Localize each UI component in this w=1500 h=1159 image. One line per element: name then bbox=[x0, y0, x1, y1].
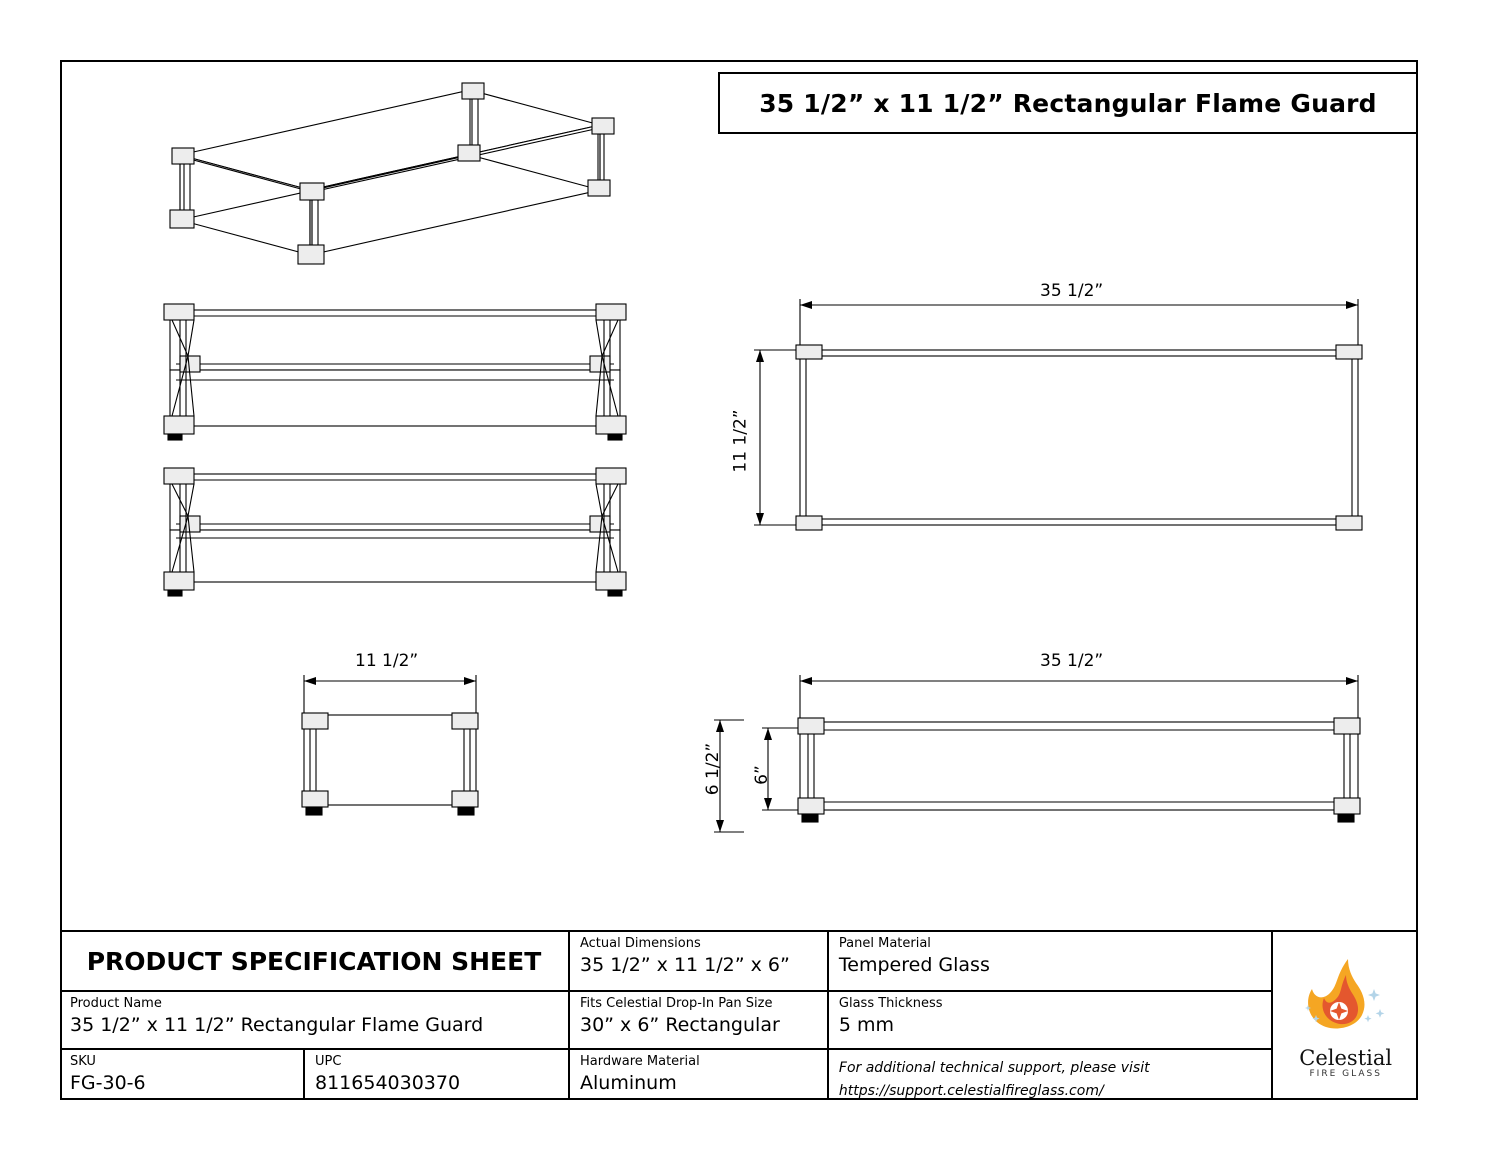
spec-col-logo bbox=[1273, 932, 1418, 1100]
front-view-overall-height-dim: 6 1/2” bbox=[703, 742, 724, 796]
top-view-height-dim: 11 1/2” bbox=[730, 409, 751, 473]
brand-logo bbox=[1273, 932, 1418, 1100]
spec-col-materials bbox=[829, 932, 1274, 1100]
support-note-line-1: For additional technical support, please visit bbox=[838, 1060, 1150, 1076]
upc-cell bbox=[305, 1050, 568, 1100]
sku-label: SKU bbox=[70, 1054, 96, 1069]
upc-value: 811654030370 bbox=[315, 1072, 461, 1094]
front-view-width-dim: 35 1/2” bbox=[1040, 651, 1104, 671]
fits-pan-label: Fits Celestial Drop-In Pan Size bbox=[580, 996, 773, 1011]
spec-sheet-title: PRODUCT SPECIFICATION SHEET bbox=[86, 947, 542, 976]
product-name-label: Product Name bbox=[70, 996, 162, 1011]
glass-thickness-label: Glass Thickness bbox=[838, 996, 943, 1011]
product-name-value: 35 1/2” x 11 1/2” Rectangular Flame Guard bbox=[70, 1014, 484, 1036]
sku-cell bbox=[60, 1050, 305, 1100]
hardware-material-label: Hardware Material bbox=[580, 1054, 700, 1069]
specification-table bbox=[60, 930, 1418, 1100]
hardware-material-cell bbox=[570, 1050, 827, 1100]
fits-pan-value: 30” x 6” Rectangular bbox=[580, 1014, 780, 1036]
sku-upc-row bbox=[60, 1050, 568, 1100]
glass-thickness-cell bbox=[829, 992, 1272, 1050]
actual-dimensions-value: 35 1/2” x 11 1/2” x 6” bbox=[580, 954, 790, 976]
support-note-line-2: https://support.celestialfireglass.com/ bbox=[838, 1083, 1104, 1099]
hardware-material-value: Aluminum bbox=[580, 1072, 677, 1094]
sku-value: FG-30-6 bbox=[70, 1072, 146, 1094]
spec-col-product bbox=[60, 932, 570, 1100]
flame-logo-icon bbox=[1286, 953, 1406, 1045]
page-title: 35 1/2” x 11 1/2” Rectangular Flame Guard bbox=[759, 88, 1377, 118]
isometric-view bbox=[140, 70, 640, 300]
front-elevation-view bbox=[700, 650, 1390, 850]
spec-col-dimensions bbox=[570, 932, 829, 1100]
fits-pan-cell bbox=[570, 992, 827, 1050]
spec-sheet-title-cell bbox=[60, 932, 568, 992]
glass-thickness-value: 5 mm bbox=[838, 1014, 895, 1036]
side-elevation-lower bbox=[150, 460, 640, 610]
front-view-glass-height-dim: 6” bbox=[751, 765, 772, 785]
panel-material-value: Tempered Glass bbox=[838, 954, 990, 976]
title-block bbox=[718, 72, 1418, 134]
panel-material-label: Panel Material bbox=[838, 936, 931, 951]
side-elevation-upper bbox=[150, 296, 640, 456]
product-name-cell bbox=[60, 992, 568, 1050]
brand-subtitle: FIRE GLASS bbox=[1309, 1069, 1382, 1079]
upc-label: UPC bbox=[315, 1054, 342, 1069]
end-view-width-dim: 11 1/2” bbox=[355, 651, 419, 671]
end-elevation-view bbox=[280, 655, 510, 840]
actual-dimensions-cell bbox=[570, 932, 827, 992]
support-note-cell bbox=[829, 1050, 1272, 1100]
brand-name: Celestial bbox=[1299, 1046, 1393, 1070]
actual-dimensions-label: Actual Dimensions bbox=[580, 936, 701, 951]
panel-material-cell bbox=[829, 932, 1272, 992]
top-view-width-dim: 35 1/2” bbox=[1040, 281, 1104, 301]
top-view bbox=[730, 275, 1390, 545]
